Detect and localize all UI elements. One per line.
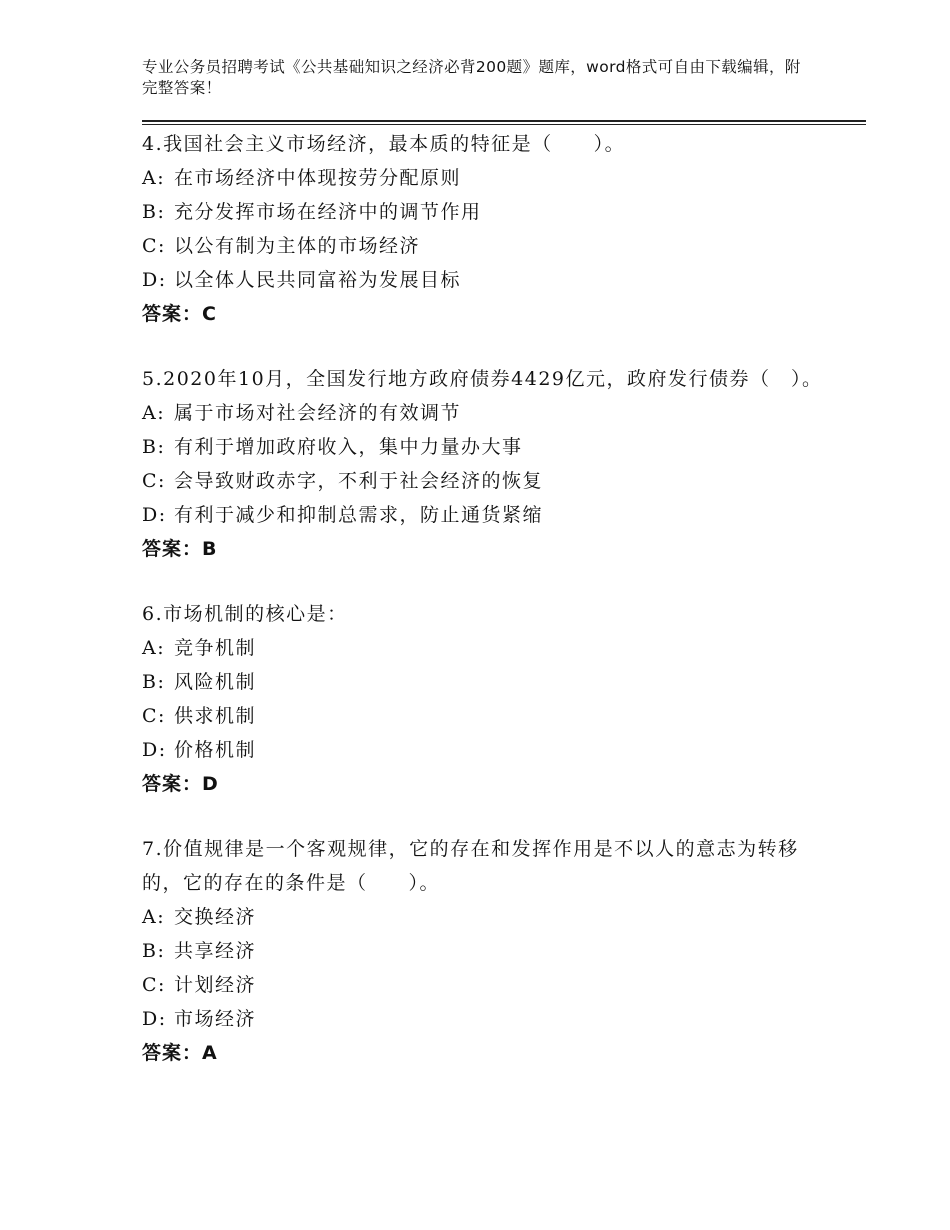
option-d [142, 498, 832, 532]
option-key: D: [142, 739, 167, 761]
option-text: 风险机制 [174, 671, 257, 693]
option-a [142, 900, 832, 934]
question-stem: 5.2020年10月，全国发行地方政府债券4429亿元，政府发行债券（ ）。 [142, 368, 823, 390]
option-key: D: [142, 269, 167, 291]
option-a [142, 631, 832, 665]
option-text: 会导致财政赤字，不利于社会经济的恢复 [174, 470, 544, 492]
option-key: A: [142, 906, 166, 928]
question-list [142, 127, 832, 1101]
option-key: C: [142, 470, 166, 492]
option-c [142, 968, 832, 1002]
option-text: 有利于增加政府收入，集中力量办大事 [174, 436, 523, 458]
option-key: C: [142, 974, 166, 996]
option-c [142, 699, 832, 733]
answer-label: 答案：B [142, 538, 218, 560]
option-d [142, 263, 832, 297]
option-text: 有利于减少和抑制总需求，防止通货紧缩 [174, 504, 544, 526]
option-b [142, 195, 832, 229]
option-b [142, 934, 832, 968]
option-c [142, 229, 832, 263]
option-d [142, 1002, 832, 1036]
option-c [142, 464, 832, 498]
option-key: B: [142, 436, 166, 458]
option-b [142, 665, 832, 699]
option-key: A: [142, 167, 166, 189]
option-key: B: [142, 201, 166, 223]
option-text: 以全体人民共同富裕为发展目标 [174, 269, 462, 291]
option-key: B: [142, 940, 166, 962]
question-stem: 7.价值规律是一个客观规律，它的存在和发挥作用是不以人的意志为转移的，它的存在的条件是（ ）。 [142, 838, 799, 894]
question-6 [142, 597, 832, 801]
option-b [142, 430, 832, 464]
answer-label: 答案：C [142, 303, 217, 325]
option-text: 供求机制 [174, 705, 257, 727]
option-key: D: [142, 1008, 167, 1030]
question-stem: 6.市场机制的核心是： [142, 603, 348, 625]
option-a [142, 396, 832, 430]
option-key: C: [142, 705, 166, 727]
header-divider [142, 120, 866, 125]
option-d [142, 733, 832, 767]
option-text: 属于市场对社会经济的有效调节 [174, 402, 462, 424]
option-key: B: [142, 671, 166, 693]
option-text: 价格机制 [174, 739, 257, 761]
option-a [142, 161, 832, 195]
option-key: A: [142, 637, 166, 659]
question-5 [142, 362, 832, 566]
option-text: 在市场经济中体现按劳分配原则 [174, 167, 462, 189]
option-text: 交换经济 [174, 906, 257, 928]
answer-label: 答案：A [142, 1042, 218, 1064]
option-key: A: [142, 402, 166, 424]
answer-label: 答案：D [142, 773, 219, 795]
option-key: C: [142, 235, 166, 257]
question-7 [142, 832, 832, 1070]
option-text: 共享经济 [174, 940, 257, 962]
option-key: D: [142, 504, 167, 526]
question-4 [142, 127, 832, 331]
question-stem: 4.我国社会主义市场经济，最本质的特征是（ ）。 [142, 133, 626, 155]
option-text: 竞争机制 [174, 637, 257, 659]
option-text: 充分发挥市场在经济中的调节作用 [174, 201, 482, 223]
document-header: 专业公务员招聘考试《公共基础知识之经济必背200题》题库，word格式可自由下载编辑，附完整答案！ [142, 58, 801, 97]
option-text: 市场经济 [174, 1008, 257, 1030]
option-text: 以公有制为主体的市场经济 [174, 235, 421, 257]
option-text: 计划经济 [174, 974, 257, 996]
